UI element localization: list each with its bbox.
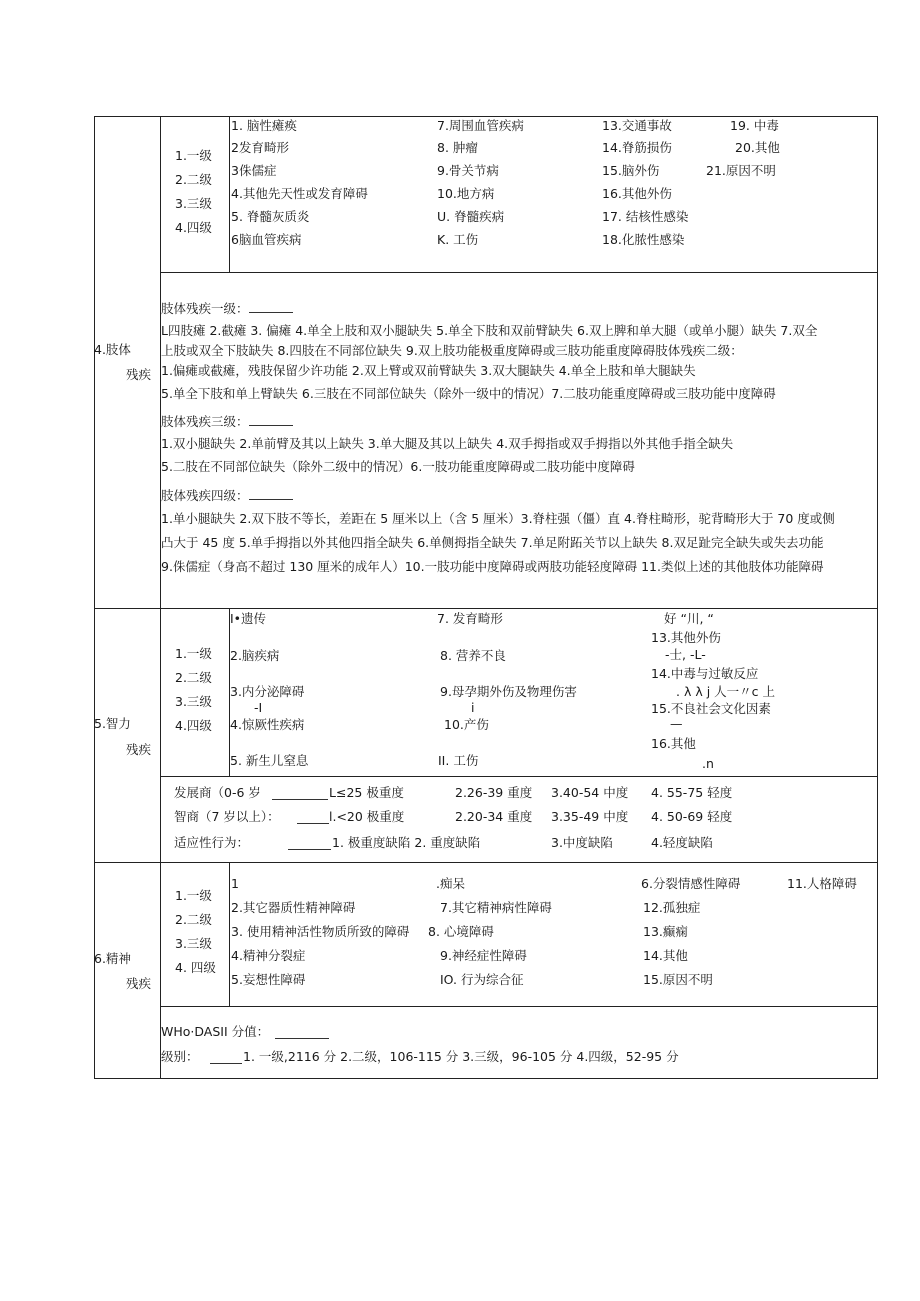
cause-option[interactable]: 4.其他先天性或发育障碍 xyxy=(231,186,368,201)
row-divider xyxy=(94,608,878,609)
mental-section-title: 6.精神 xyxy=(94,951,131,966)
cause-option[interactable]: 13.癫痫 xyxy=(643,924,688,939)
criteria-line: 1.单小腿缺失 2.双下肢不等长，差距在 5 厘米以上（含 5 厘米）3.脊柱强（僵）直 4.脊柱畸形，驼背畸形大于 70 度或侧 xyxy=(161,511,835,526)
iq-option[interactable]: 4. 50-69 轻度 xyxy=(651,809,733,824)
cause-option[interactable]: 1. 脑性瘫痪 xyxy=(231,118,297,133)
sub-divider xyxy=(160,272,878,273)
dq-option[interactable]: L≤25 极重度 xyxy=(329,785,404,800)
cause-option[interactable]: 19. 中毒 xyxy=(730,118,779,133)
intellect-section-title-2: 残疾 xyxy=(126,742,152,757)
cause-option[interactable]: 2发育畸形 xyxy=(231,140,289,155)
cause-option[interactable]: 10.产伤 xyxy=(444,717,489,732)
cause-option[interactable]: 3.内分泌障碍 xyxy=(230,684,305,699)
level-options[interactable]: 1. 一级,2116 分 2.二级，106-115 分 3.三级，96-105 分 4.四级，52-95 分 xyxy=(243,1049,679,1064)
cause-option[interactable]: 12.孤独症 xyxy=(643,900,701,915)
grade4-heading: 肢体残疾四级： xyxy=(161,488,877,504)
stray-mark: -I xyxy=(254,700,263,715)
cause-option[interactable]: I•遗传 xyxy=(230,611,267,626)
dq-option[interactable]: 4. 55-75 轻度 xyxy=(651,785,733,800)
table-right-border xyxy=(877,116,878,1078)
cause-option[interactable]: 13.其他外伤 xyxy=(651,630,721,645)
level-blank[interactable] xyxy=(210,1053,242,1064)
sub-divider xyxy=(160,776,878,777)
cause-option[interactable]: 3. 使用精神活性物质所致的障碍 xyxy=(231,924,410,939)
mental-section-title-2: 残疾 xyxy=(126,976,152,991)
grade-option[interactable]: 1.一级 xyxy=(175,888,212,903)
cause-option[interactable]: 5. 新生儿窒息 xyxy=(230,753,309,768)
cause-option[interactable]: 3侏儒症 xyxy=(231,163,277,178)
grade-option[interactable]: 3.三级 xyxy=(175,694,212,709)
limb-section-title-2: 残疾 xyxy=(126,367,152,382)
criteria-line: 5.单全下肢和单上臂缺失 6.三肢在不同部位缺失（除外一级中的情况）7.二肢功能重度障碍或三肢功能中度障碍 xyxy=(161,386,776,401)
table-top-border xyxy=(94,116,878,117)
sub-divider xyxy=(160,1006,878,1007)
criteria-line: 1.偏瘫或截瘫，残肢保留少许功能 2.双上臂或双前臂缺失 3.双大腿缺失 4.单全上肢和单大腿缺失 xyxy=(161,363,696,378)
cause-option[interactable]: 7.周围血管疾病 xyxy=(437,118,524,133)
column-divider xyxy=(160,116,161,1078)
adaptive-option[interactable]: 4.轻度缺陷 xyxy=(651,835,713,850)
grade-option[interactable]: 4. 四级 xyxy=(175,960,216,975)
dq-option[interactable]: 2.26-39 重度 xyxy=(455,785,533,800)
table-bottom-border xyxy=(94,1078,878,1079)
iq-label: 智商（7 岁以上）： xyxy=(174,809,280,824)
grade-divider xyxy=(229,862,230,1006)
cause-option[interactable]: U. 脊髓疾病 xyxy=(437,209,505,224)
stray-mark: -士, -L- xyxy=(665,647,706,662)
cause-option[interactable]: II. 工伤 xyxy=(438,753,479,768)
cause-option[interactable]: 21.原因不明 xyxy=(706,163,776,178)
whodas-label: WHo·DASII 分值： xyxy=(161,1024,270,1039)
table-left-border xyxy=(94,116,95,1078)
cause-option[interactable]: 7.其它精神病性障碍 xyxy=(440,900,552,915)
cause-option[interactable]: 10.地方病 xyxy=(437,186,495,201)
cause-option[interactable]: 13.交通事故 xyxy=(602,118,672,133)
cause-option[interactable]: 14.中毒与过敏反应 xyxy=(651,666,759,681)
cause-option[interactable]: 9.神经症性障碍 xyxy=(440,948,527,963)
grade-option[interactable]: 3.三级 xyxy=(175,936,212,951)
grade4-blank[interactable] xyxy=(249,489,293,500)
grade-option[interactable]: 3.三级 xyxy=(175,196,212,211)
row-divider xyxy=(94,862,878,863)
dq-blank[interactable] xyxy=(272,789,328,800)
iq-option[interactable]: 2.20-34 重度 xyxy=(455,809,533,824)
cause-option[interactable]: IO. 行为综合征 xyxy=(440,972,524,987)
grade1-blank[interactable] xyxy=(249,302,293,313)
cause-option[interactable]: 14.其他 xyxy=(643,948,688,963)
grade-option[interactable]: 1.一级 xyxy=(175,646,212,661)
cause-option[interactable]: 16.其他外伤 xyxy=(602,186,672,201)
iq-blank[interactable] xyxy=(297,813,329,824)
cause-option[interactable]: 2.脑疾病 xyxy=(230,648,280,663)
dq-option[interactable]: 3.40-54 中度 xyxy=(551,785,629,800)
cause-option[interactable]: 9.骨关节病 xyxy=(437,163,499,178)
criteria-line: 上肢或双全下肢缺失 8.四肢在不同部位缺失 9.双上肢功能极重度障碍或三肢功能重度障碍肢体残疾二级： xyxy=(161,343,743,358)
cause-option[interactable]: 5.妄想性障碍 xyxy=(231,972,306,987)
grade-option[interactable]: 2.二级 xyxy=(175,912,212,927)
cause-option[interactable]: 8. 肿瘤 xyxy=(437,140,478,155)
cause-option[interactable]: 1 xyxy=(231,876,239,891)
criteria-line: 9.侏儒症（身高不超过 130 厘米的成年人）10.一肢功能中度障碍或两肢功能轻度障碍 11.类似上述的其他肢体功能障碍 xyxy=(161,559,824,574)
stray-mark: . λ λ j 人一〃c 上 xyxy=(676,684,775,699)
limb-section-title: 4.肢体 xyxy=(94,342,131,357)
grade-option[interactable]: 4.四级 xyxy=(175,220,212,235)
cause-option[interactable]: 4.精神分裂症 xyxy=(231,948,306,963)
cause-option[interactable]: 8. 心境障碍 xyxy=(428,924,494,939)
adaptive-blank[interactable] xyxy=(288,839,331,850)
cause-option[interactable]: 15.原因不明 xyxy=(643,972,713,987)
cause-option[interactable]: 15.不良社会文化因素 xyxy=(651,701,771,716)
grade3-blank[interactable] xyxy=(249,415,293,426)
cause-option[interactable]: 18.化脓性感染 xyxy=(602,232,685,247)
cause-option[interactable]: 8. 营养不良 xyxy=(440,648,506,663)
intellect-section-title: 5.智力 xyxy=(94,716,131,731)
grade1-heading: 肢体残疾一级： xyxy=(161,301,877,317)
grade-divider xyxy=(229,116,230,272)
cause-option[interactable]: 20.其他 xyxy=(735,140,780,155)
stray-mark: .n xyxy=(702,756,714,771)
criteria-line: L四肢瘫 2.截瘫 3. 偏瘫 4.单全上肢和双小腿缺失 5.单全下肢和双前臂缺失 6.双上脾和单大腿（或单小腿）缺失 7.双全 xyxy=(161,323,818,338)
cause-option[interactable]: 11.人格障碍 xyxy=(787,876,857,891)
grade-option[interactable]: 2.二级 xyxy=(175,172,212,187)
stray-mark: i xyxy=(471,700,475,715)
iq-option[interactable]: 3.35-49 中度 xyxy=(551,809,629,824)
cause-option[interactable]: 9.母孕期外伤及物理伤害 xyxy=(440,684,577,699)
cause-option[interactable]: 16.其他 xyxy=(651,736,696,751)
level-label: 级别： xyxy=(161,1049,199,1064)
criteria-line: 1.双小腿缺失 2.单前臂及其以上缺失 3.单大腿及其以上缺失 4.双手拇指或双手拇指以外其他手指全缺失 xyxy=(161,436,734,451)
cause-option[interactable]: 15.脑外伤 xyxy=(602,163,660,178)
stray-mark: 好 “川, “ xyxy=(664,611,714,626)
cause-option[interactable]: 6脑血管疾病 xyxy=(231,232,302,247)
cause-option[interactable]: 14.脊筋损伤 xyxy=(602,140,672,155)
cause-option[interactable]: 2.其它器质性精神障碍 xyxy=(231,900,356,915)
stray-mark: — xyxy=(670,716,683,731)
cause-option[interactable]: 5. 脊髓灰质炎 xyxy=(231,209,310,224)
grade-option[interactable]: 2.二级 xyxy=(175,670,212,685)
cause-option[interactable]: .痴呆 xyxy=(436,876,465,891)
cause-option[interactable]: 6.分裂情感性障碍 xyxy=(641,876,741,891)
adaptive-option[interactable]: 3.中度缺陷 xyxy=(551,835,613,850)
cause-option[interactable]: 7. 发育畸形 xyxy=(437,611,503,626)
adaptive-label: 适应性行为： xyxy=(174,835,250,850)
cause-option[interactable]: K. 工伤 xyxy=(437,232,479,247)
dq-label: 发展商（0-6 岁 xyxy=(174,785,261,800)
adaptive-option[interactable]: 1. 极重度缺陷 2. 重度缺陷 xyxy=(332,835,481,850)
whodas-blank[interactable] xyxy=(275,1028,329,1039)
grade3-heading: 肢体残疾三级： xyxy=(161,414,877,430)
grade-option[interactable]: 1.一级 xyxy=(175,148,212,163)
cause-option[interactable]: 17. 结核性感染 xyxy=(602,209,689,224)
criteria-line: 5.二肢在不同部位缺失（除外二级中的情况）6.一肢功能重度障碍或二肢功能中度障碍 xyxy=(161,459,635,474)
grade-option[interactable]: 4.四级 xyxy=(175,718,212,733)
cause-option[interactable]: 4.惊厥性疾病 xyxy=(230,717,305,732)
criteria-line: 凸大于 45 度 5.单手拇指以外其他四指全缺失 6.单侧拇指全缺失 7.单足附跖关节以上缺失 8.双足趾完全缺失或失去功能 xyxy=(161,535,824,550)
iq-option[interactable]: l.<20 极重度 xyxy=(329,809,405,824)
